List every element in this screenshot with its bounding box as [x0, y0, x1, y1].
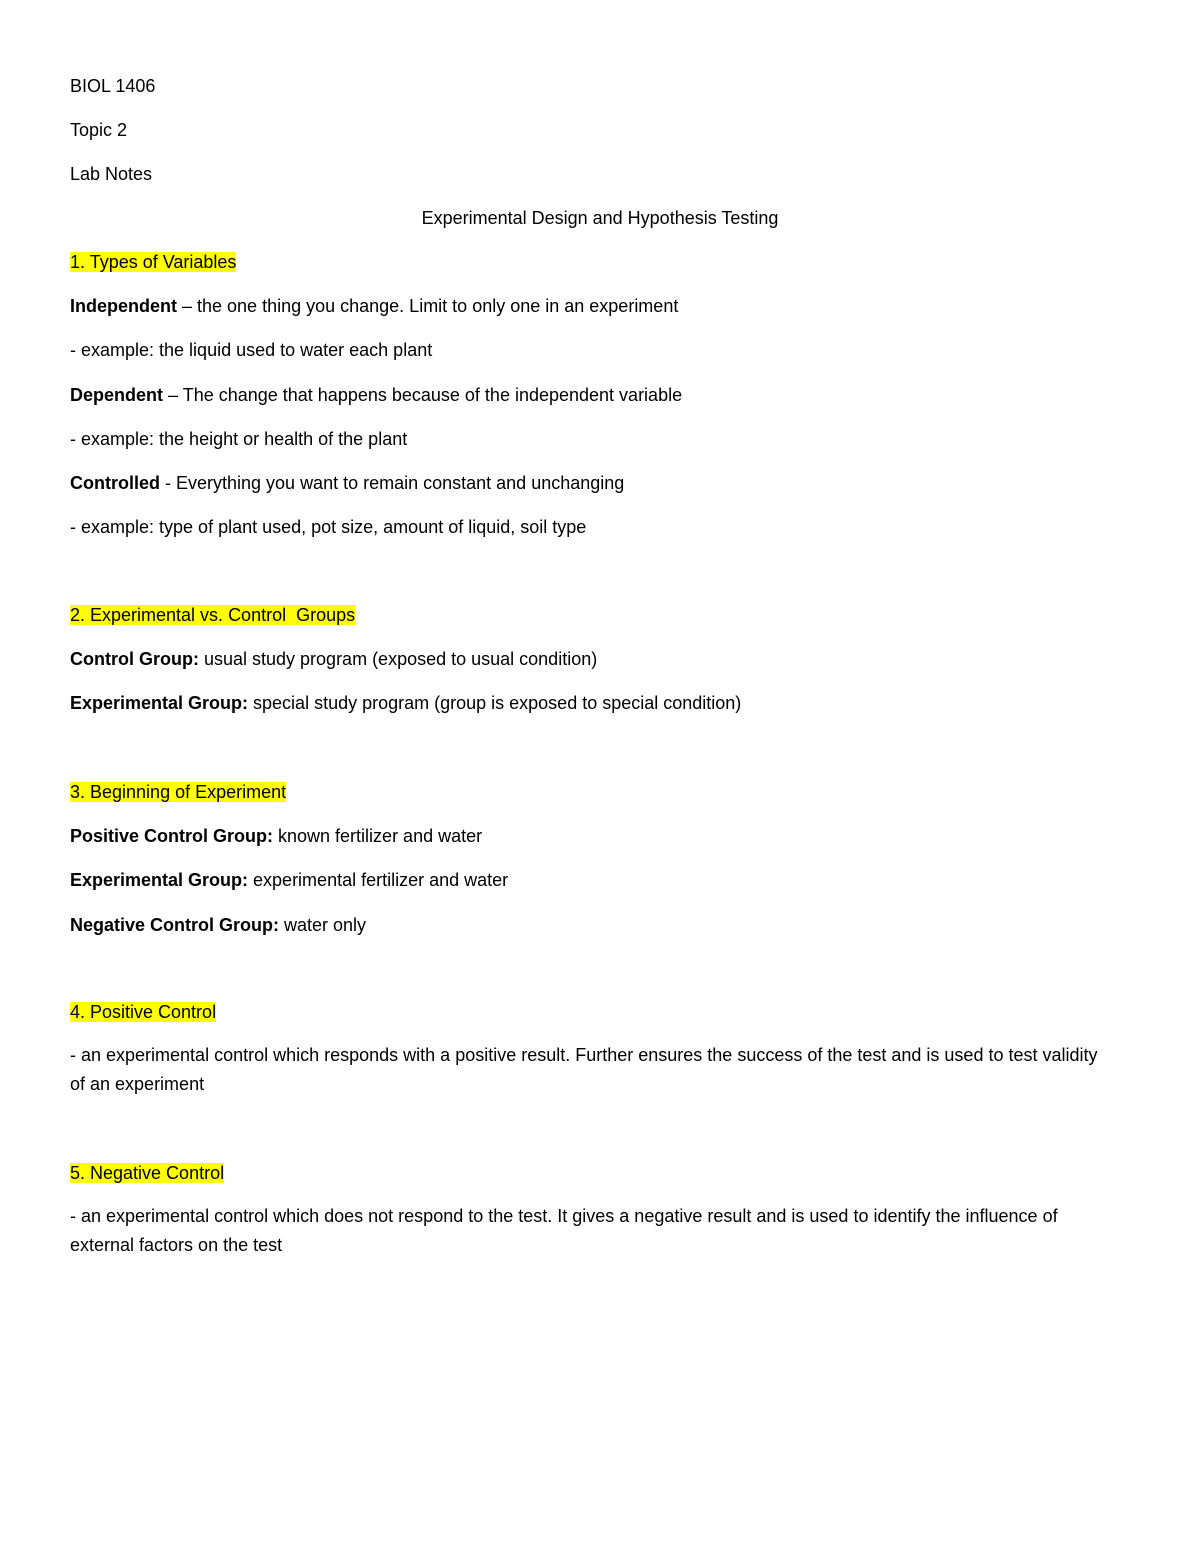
document-title: Experimental Design and Hypothesis Testing	[421, 208, 779, 228]
dependent-example: - example: the height or health of the plant	[70, 429, 408, 449]
negative-control-paragraph: - an experimental control which does not respond to the test. It gives a negative result and is used to identify the influence of external factors on the test	[70, 1206, 1058, 1255]
negative-control-group-text: water only	[279, 915, 367, 935]
control-group-term: Control Group:	[70, 649, 199, 669]
control-group-text: usual study program (exposed to usual condition)	[198, 649, 598, 669]
section-3-heading-text: 3. Beginning of Experiment	[70, 782, 287, 802]
section-3-heading	[70, 781, 286, 803]
dependent-term: Dependent	[70, 385, 164, 405]
controlled-example: - example: type of plant used, pot size, amount of liquid, soil type	[70, 517, 587, 537]
positive-control-group-line	[70, 825, 482, 847]
negative-control-group-line	[70, 914, 366, 936]
doc-type-label: Lab Notes	[70, 164, 153, 184]
independent-text: – the one thing you change. Limit to only one in an experiment	[177, 296, 679, 316]
independent-definition	[70, 295, 678, 317]
experimental-group-line	[70, 869, 508, 891]
independent-example: - example: the liquid used to water each plant	[70, 340, 433, 360]
section-4-heading	[70, 1001, 216, 1023]
control-group-definition	[70, 648, 597, 670]
independent-term: Independent	[70, 296, 177, 316]
section-1-heading-text: 1. Types of Variables	[70, 252, 237, 272]
positive-control-paragraph: - an experimental control which responds with a positive result. Further ensures the success of the test and is used to test validity of an experiment	[70, 1045, 1098, 1094]
section-1-heading	[70, 251, 236, 273]
controlled-text: - Everything you want to remain constant and unchanging	[160, 473, 625, 493]
section-5-heading	[70, 1162, 224, 1184]
section-2-heading-text: 2. Experimental vs. Control Groups	[70, 605, 356, 625]
positive-control-group-term: Positive Control Group:	[70, 826, 274, 846]
experimental-group-text: special study program (group is exposed to special condition)	[248, 693, 742, 713]
dependent-text: – The change that happens because of the independent variable	[163, 385, 683, 405]
dependent-definition	[70, 384, 682, 406]
course-code: BIOL 1406	[70, 76, 156, 96]
section-5-heading-text: 5. Negative Control	[70, 1163, 225, 1183]
experimental-group-definition	[70, 692, 741, 714]
experimental-group-term-2: Experimental Group:	[70, 870, 249, 890]
controlled-definition	[70, 472, 624, 494]
experimental-group-text-2: experimental fertilizer and water	[248, 870, 509, 890]
controlled-term: Controlled	[70, 473, 160, 493]
negative-control-group-term: Negative Control Group:	[70, 915, 280, 935]
topic-label: Topic 2	[70, 120, 128, 140]
section-4-heading-text: 4. Positive Control	[70, 1002, 217, 1022]
section-2-heading	[70, 604, 355, 626]
experimental-group-term: Experimental Group:	[70, 693, 249, 713]
positive-control-group-text: known fertilizer and water	[273, 826, 483, 846]
